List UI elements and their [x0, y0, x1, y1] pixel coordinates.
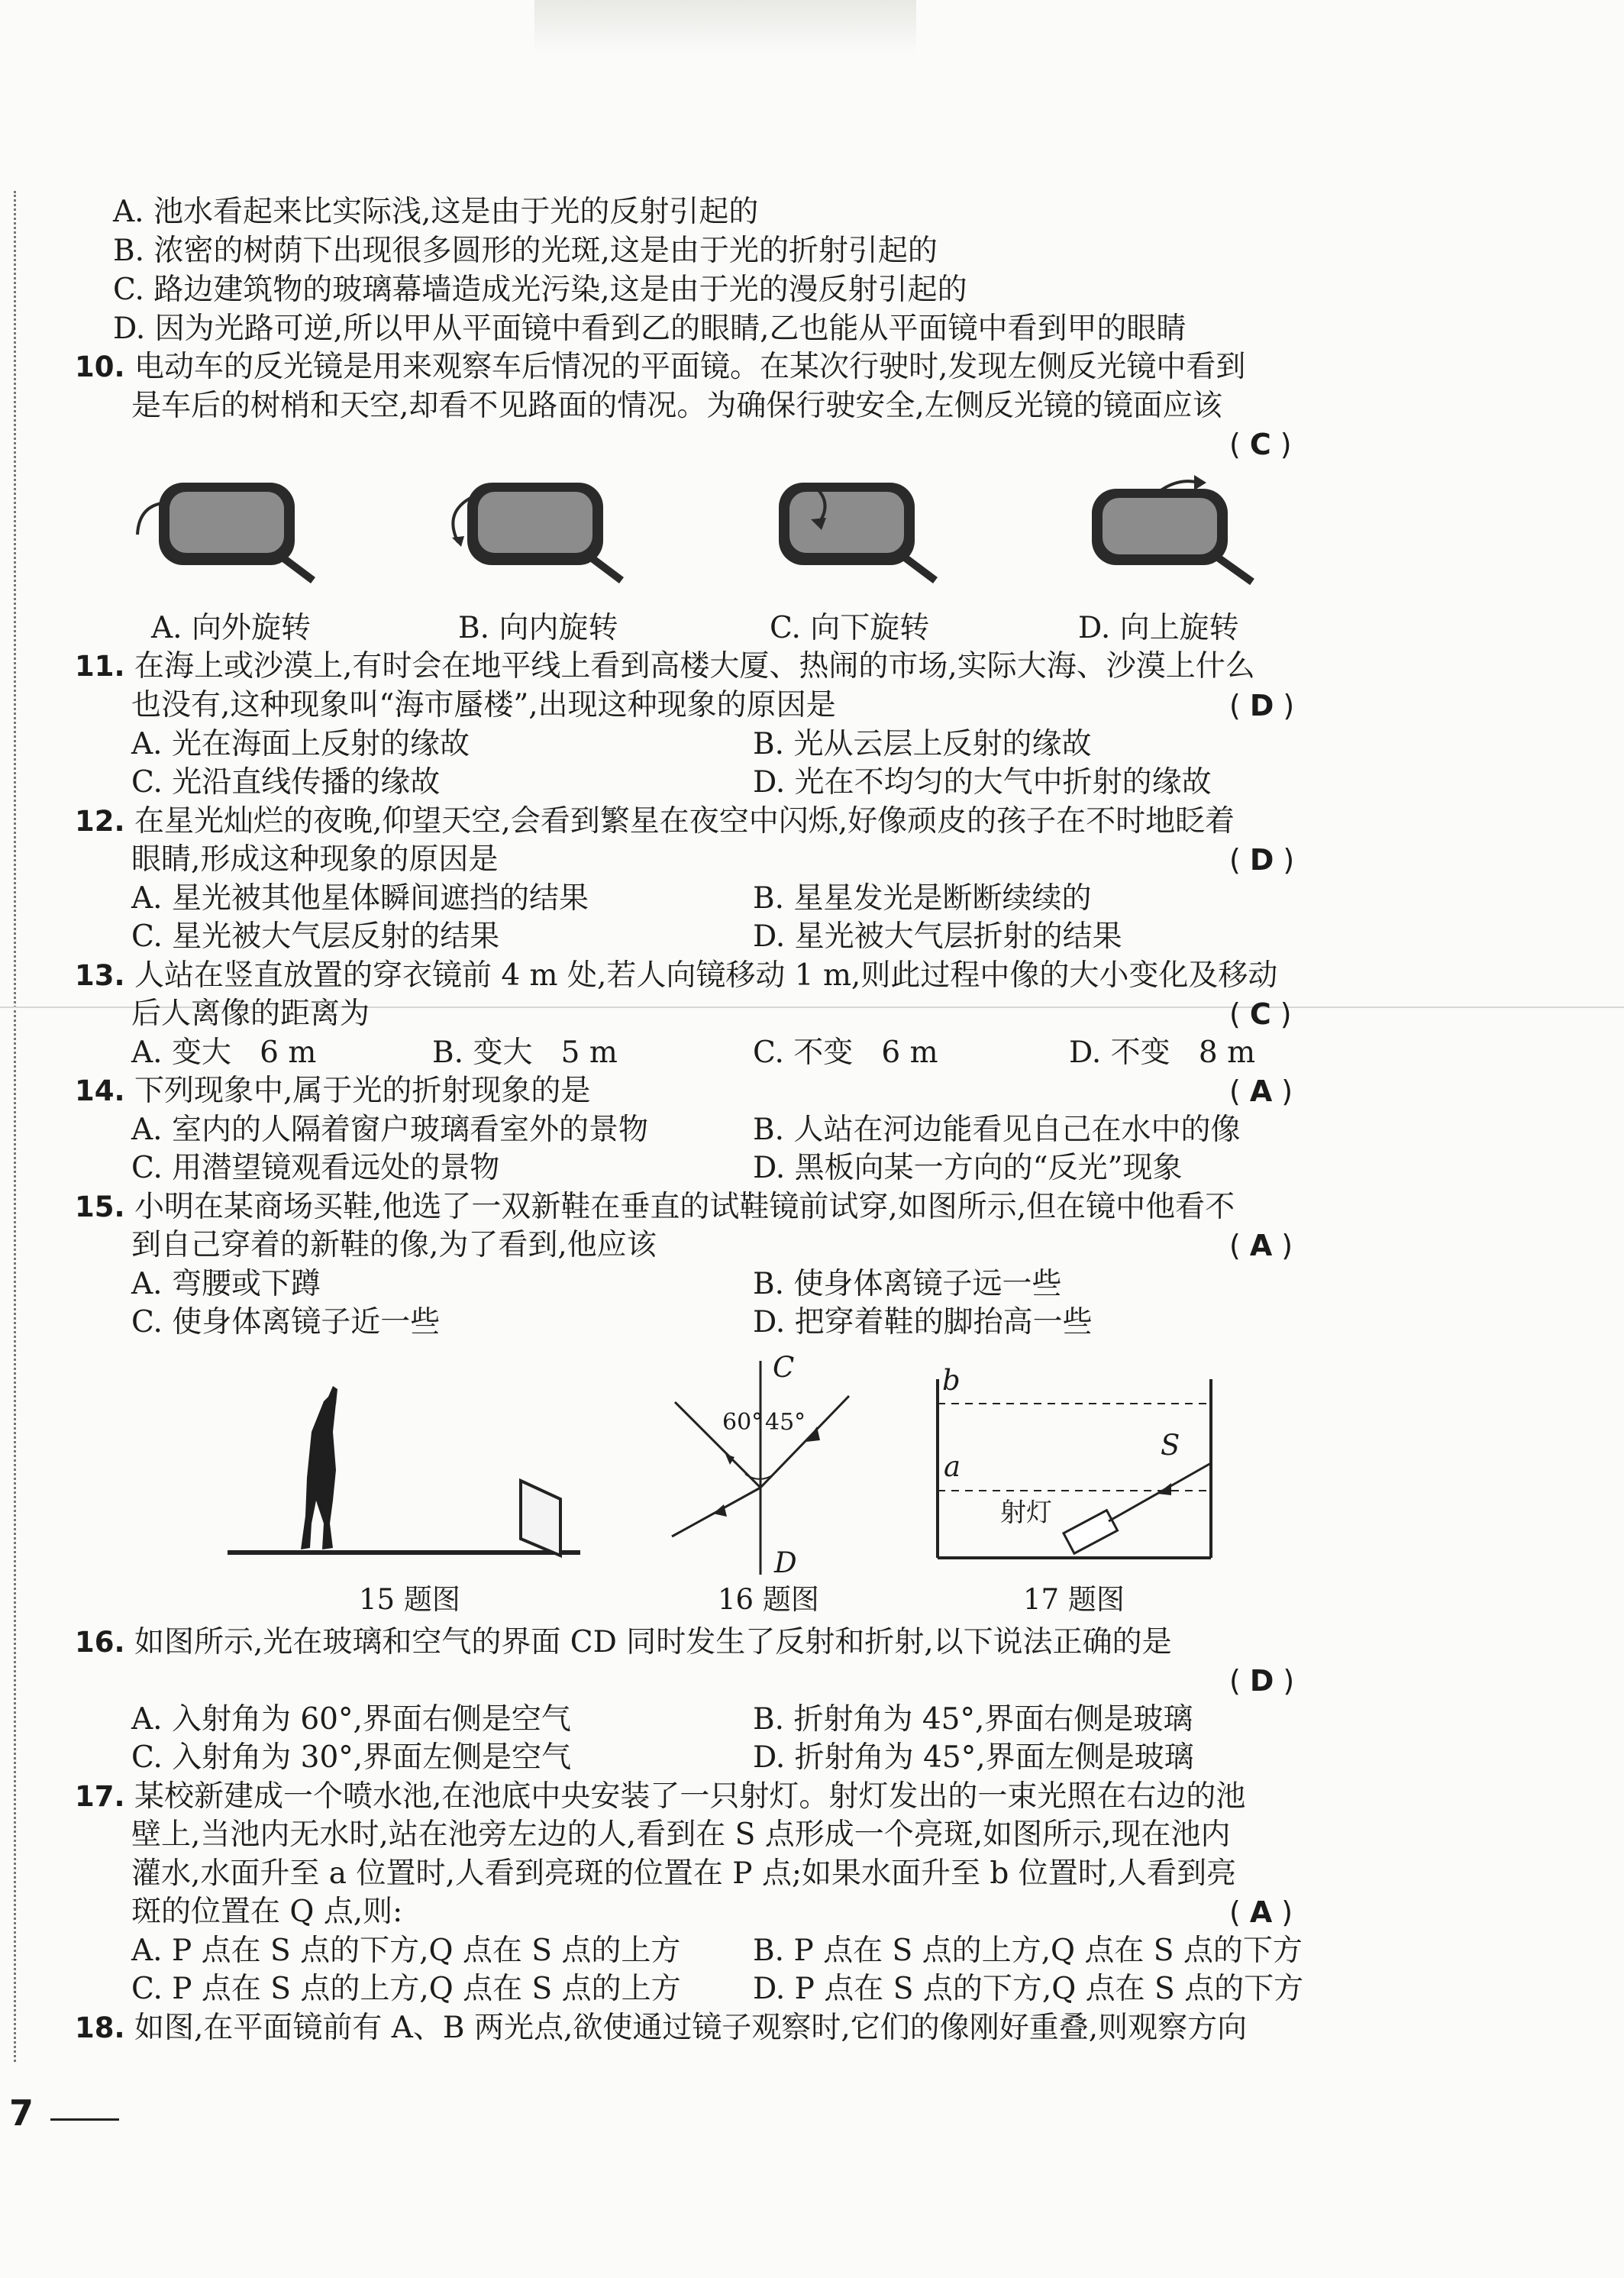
q10-stem-1: 10. 电动车的反光镜是用来观察车后情况的平面镜。在某次行驶时,发现左侧反光镜中看到 — [75, 350, 1246, 384]
q15-option-d: D. 把穿着鞋的脚抬高一些 — [753, 1305, 1093, 1339]
q11-answer: ( D ) — [1229, 689, 1295, 722]
q10-number: 10. — [75, 351, 125, 383]
q12-option-a: A. 星光被其他星体瞬间遮挡的结果 — [131, 881, 589, 916]
q15-answer: ( A ) — [1229, 1229, 1293, 1262]
q11-stem-2: 也没有,这种现象叫“海市蜃楼”,出现这种现象的原因是 — [131, 688, 836, 722]
fig15-person-mirror — [221, 1386, 588, 1569]
q12-stem-1: 12. 在星光灿烂的夜晚,仰望天空,会看到繁星在夜空中闪烁,好像顽皮的孩子在不时地眨着 — [75, 804, 1235, 838]
q13-option-a: A. 变大 6 m — [131, 1036, 317, 1070]
scan-smudge — [534, 0, 916, 53]
q17-answer: ( A ) — [1229, 1895, 1293, 1929]
q12-option-d: D. 星光被大气层折射的结果 — [753, 919, 1122, 954]
q16-option-a: A. 入射角为 60°,界面右侧是空气 — [131, 1702, 571, 1737]
q15-number: 15. — [75, 1191, 125, 1223]
fig17-label-s: S — [1161, 1429, 1180, 1462]
q11-option-d: D. 光在不均匀的大气中折射的缘故 — [753, 765, 1212, 800]
page-number: 7 — [9, 2092, 34, 2134]
q16-option-d: D. 折射角为 45°,界面左侧是玻璃 — [753, 1740, 1194, 1775]
page-number-rule — [50, 2118, 119, 2121]
fig17-pool-diagram — [928, 1368, 1219, 1567]
q17-option-a: A. P 点在 S 点的下方,Q 点在 S 点的上方 — [131, 1934, 681, 1968]
q11-number: 11. — [75, 650, 125, 683]
q11-stem-1: 11. 在海上或沙漠上,有时会在地平线上看到高楼大厦、热闹的市场,实际大海、沙漠上什么 — [75, 649, 1255, 683]
q12-number: 12. — [75, 805, 125, 838]
q13-option-c: C. 不变 6 m — [753, 1036, 938, 1070]
q16-stem-1: 16. 如图所示,光在玻璃和空气的界面 CD 同时发生了反射和折射,以下说法正确的是 — [75, 1625, 1172, 1659]
q10-mirror-inward-image — [428, 466, 657, 588]
q14-answer: ( A ) — [1229, 1074, 1293, 1108]
q16-number: 16. — [75, 1626, 125, 1659]
q17-stem-1: 17. 某校新建成一个喷水池,在池底中央安装了一只射灯。射灯发出的一束光照在右边的池 — [75, 1779, 1246, 1814]
q9-option-b: B. 浓密的树荫下出现很多圆形的光斑,这是由于光的折射引起的 — [113, 234, 938, 268]
q17-number: 17. — [75, 1780, 125, 1813]
fig16-angle-45: 45° — [765, 1409, 806, 1436]
q13-stem-2: 后人离像的距离为 — [131, 997, 370, 1031]
q11-option-b: B. 光从云层上反射的缘故 — [753, 727, 1092, 761]
fig15-caption: 15 题图 — [359, 1583, 460, 1616]
q15-option-a: A. 弯腰或下蹲 — [131, 1267, 321, 1301]
fig16-caption: 16 题图 — [718, 1583, 819, 1616]
q13-answer: ( C ) — [1229, 997, 1292, 1031]
fig17-label-b: b — [942, 1364, 961, 1397]
q17-stem-2: 壁上,当池内无水时,站在池旁左边的人,看到在 S 点形成一个亮斑,如图所示,现在池内 — [131, 1818, 1231, 1852]
q12-answer: ( D ) — [1229, 843, 1295, 877]
q14-number: 14. — [75, 1074, 125, 1107]
q12-option-b: B. 星星发光是断断续续的 — [753, 881, 1092, 916]
q16-answer: ( D ) — [1229, 1664, 1295, 1698]
fig16-angle-60: 60° — [722, 1409, 764, 1436]
q18-number: 18. — [75, 2011, 125, 2044]
q14-stem-1: 14. 下列现象中,属于光的折射现象的是 — [75, 1074, 591, 1108]
q14-option-c: C. 用潜望镜观看远处的景物 — [131, 1151, 500, 1185]
q14-option-b: B. 人站在河边能看见自己在水中的像 — [753, 1113, 1241, 1147]
q17-option-b: B. P 点在 S 点的上方,Q 点在 S 点的下方 — [753, 1934, 1303, 1968]
q9-option-c: C. 路边建筑物的玻璃幕墙造成光污染,这是由于光的漫反射引起的 — [113, 273, 967, 307]
q10-option-d: D. 向上旋转 — [1078, 611, 1239, 645]
q14-option-a: A. 室内的人隔着窗户玻璃看室外的景物 — [131, 1113, 648, 1147]
q10-mirror-up-image — [1069, 466, 1298, 588]
q16-option-b: B. 折射角为 45°,界面右侧是玻璃 — [753, 1702, 1193, 1737]
q10-answer: ( C ) — [1229, 428, 1292, 461]
q17-stem-4: 斑的位置在 Q 点,则: — [131, 1895, 403, 1929]
fig16-label-d: D — [774, 1546, 797, 1579]
q12-stem-2: 眼睛,形成这种现象的原因是 — [131, 842, 499, 877]
fig17-caption: 17 题图 — [1023, 1583, 1125, 1616]
fig17-label-a: a — [944, 1450, 961, 1483]
q13-option-d: D. 不变 8 m — [1069, 1036, 1256, 1070]
q10-stem-2: 是车后的树梢和天空,却看不见路面的情况。为确保行驶安全,左侧反光镜的镜面应该 — [131, 389, 1222, 423]
q11-option-a: A. 光在海面上反射的缘故 — [131, 727, 470, 761]
q13-number: 13. — [75, 959, 125, 992]
q15-option-c: C. 使身体离镜子近一些 — [131, 1305, 441, 1339]
fig16-label-c: C — [773, 1351, 795, 1384]
fig16-ray-diagram — [657, 1353, 855, 1582]
q10-option-c: C. 向下旋转 — [770, 611, 930, 645]
q10-option-b: B. 向内旋转 — [458, 611, 618, 645]
q13-stem-1: 13. 人站在竖直放置的穿衣镜前 4 m 处,若人向镜移动 1 m,则此过程中像的大小变化及移动 — [75, 958, 1278, 993]
q17-option-c: C. P 点在 S 点的上方,Q 点在 S 点的上方 — [131, 1972, 681, 2006]
q11-option-c: C. 光沿直线传播的缘故 — [131, 765, 441, 800]
q9-option-d: D. 因为光路可逆,所以甲从平面镜中看到乙的眼睛,乙也能从平面镜中看到甲的眼睛 — [113, 312, 1187, 346]
q10-mirror-down-image — [756, 466, 985, 588]
q15-stem-1: 15. 小明在某商场买鞋,他选了一双新鞋在垂直的试鞋镜前试穿,如图所示,但在镜中他看不 — [75, 1190, 1235, 1224]
q15-option-b: B. 使身体离镜子远一些 — [753, 1267, 1062, 1301]
q17-stem-3: 灌水,水面升至 a 位置时,人看到亮斑的位置在 P 点;如果水面升至 b 位置时,人看到亮 — [131, 1856, 1237, 1891]
q17-option-d: D. P 点在 S 点的下方,Q 点在 S 点的下方 — [753, 1972, 1304, 2006]
q13-option-b: B. 变大 5 m — [432, 1036, 618, 1070]
q14-option-d: D. 黑板向某一方向的“反光”现象 — [753, 1151, 1183, 1185]
binding-dotted-line — [14, 191, 16, 2062]
q18-stem-1: 18. 如图,在平面镜前有 A、B 两光点,欲使通过镜子观察时,它们的像刚好重叠,则观察方向 — [75, 2011, 1248, 2045]
q10-mirror-outward-image — [122, 466, 351, 588]
q15-stem-2: 到自己穿着的新鞋的像,为了看到,他应该 — [131, 1228, 657, 1262]
q12-option-c: C. 星光被大气层反射的结果 — [131, 919, 500, 954]
q10-option-a: A. 向外旋转 — [151, 611, 311, 645]
q9-option-a: A. 池水看起来比实际浅,这是由于光的反射引起的 — [113, 195, 759, 229]
fig17-lamp-label: 射灯 — [1000, 1498, 1052, 1528]
q16-option-c: C. 入射角为 30°,界面左侧是空气 — [131, 1740, 572, 1775]
